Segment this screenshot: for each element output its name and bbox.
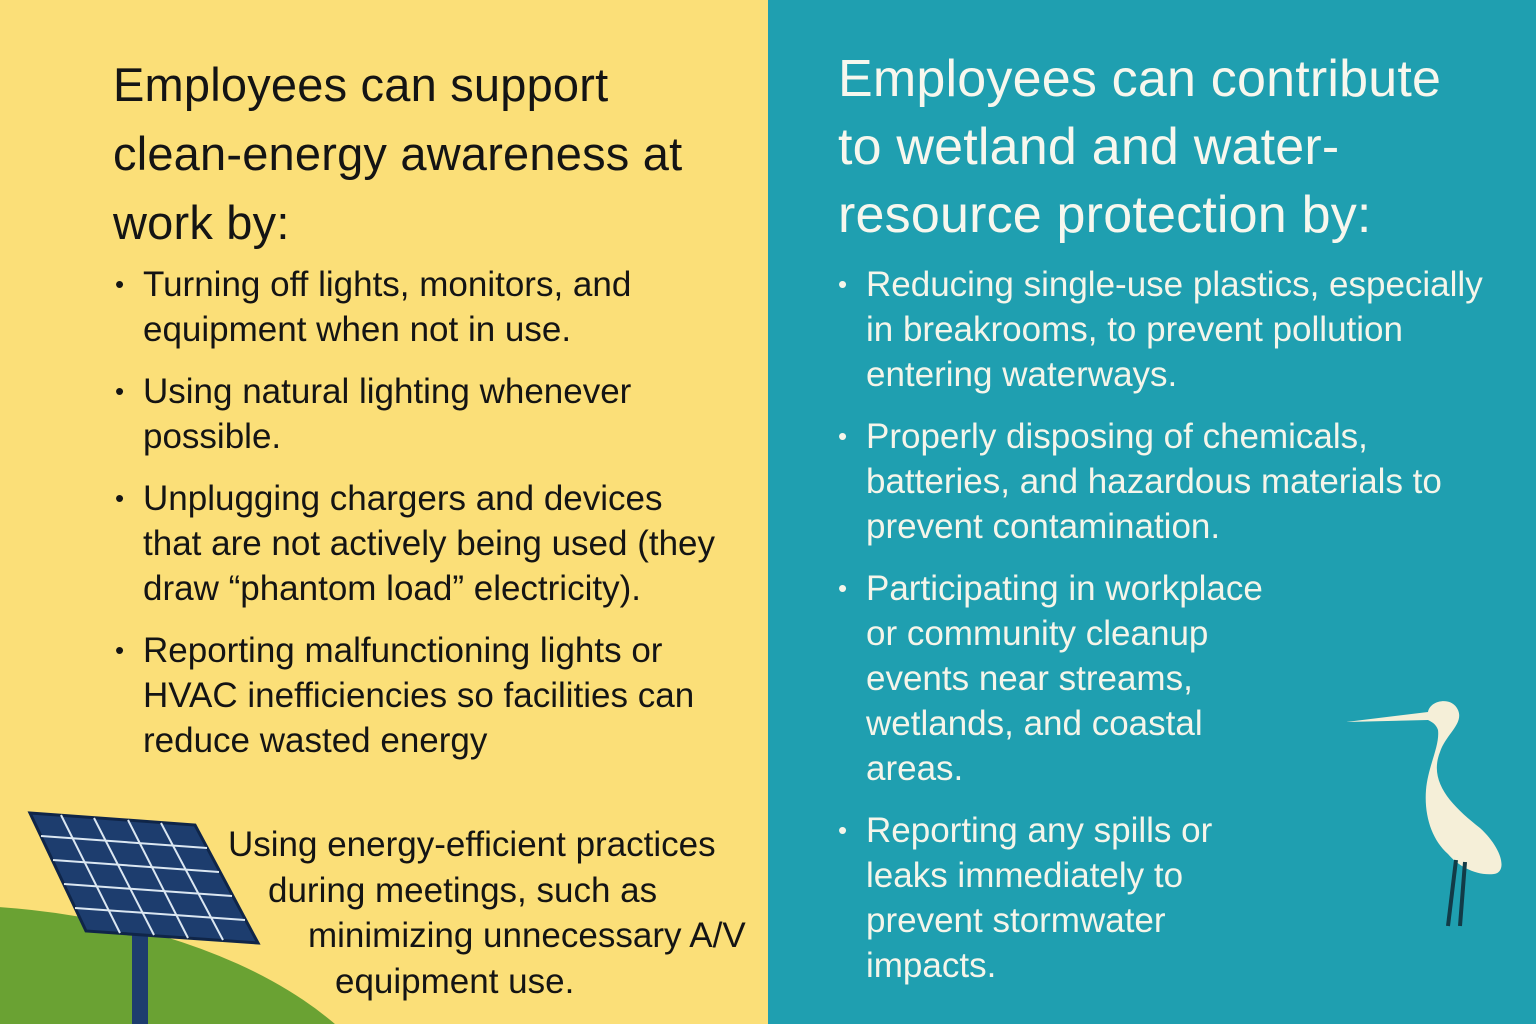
clean-energy-heading: Employees can support clean-energy awareness at work by: — [113, 58, 683, 249]
bullet-icon: • — [115, 376, 125, 406]
wetland-heading: Employees can contribute to wetland and water-resource protection by: — [838, 50, 1442, 244]
list-item: • Turning off lights, monitors, and equipment when not in use. — [115, 262, 715, 352]
list-item: • Unplugging chargers and devices that are not actively being used (they draw “phantom load” electricity). — [115, 476, 715, 611]
wetland-panel — [768, 0, 1536, 1024]
clean-energy-list — [115, 262, 715, 780]
bullet-icon: • — [115, 269, 125, 299]
bullet-icon: • — [838, 573, 848, 603]
bullet-icon: • — [838, 815, 848, 845]
bullet-icon: • — [838, 421, 848, 451]
list-item: • Participating in workplace or community cleanup events near streams, wetlands, and coastal areas. — [838, 566, 1488, 791]
list-item: • Using natural lighting whenever possible. — [115, 369, 715, 459]
list-item: • Reporting any spills or leaks immediately to prevent stormwater impacts. — [838, 808, 1488, 988]
bullet-icon: • — [838, 269, 848, 299]
meeting-practices-text: Using energy-efficient practices during meetings, such as minimizing unnecessary A/V equipment use. — [228, 825, 746, 1001]
list-item: • Reducing single-use plastics, especially in breakrooms, to prevent pollution entering waterways. — [838, 262, 1488, 397]
bullet-icon: • — [115, 483, 125, 513]
list-item: • Reporting malfunctioning lights or HVAC inefficiencies so facilities can reduce wasted energy — [115, 628, 715, 763]
list-item: • Properly disposing of chemicals, batteries, and hazardous materials to prevent contamination. — [838, 414, 1488, 549]
bullet-icon: • — [115, 635, 125, 665]
heron-icon — [1344, 694, 1514, 929]
